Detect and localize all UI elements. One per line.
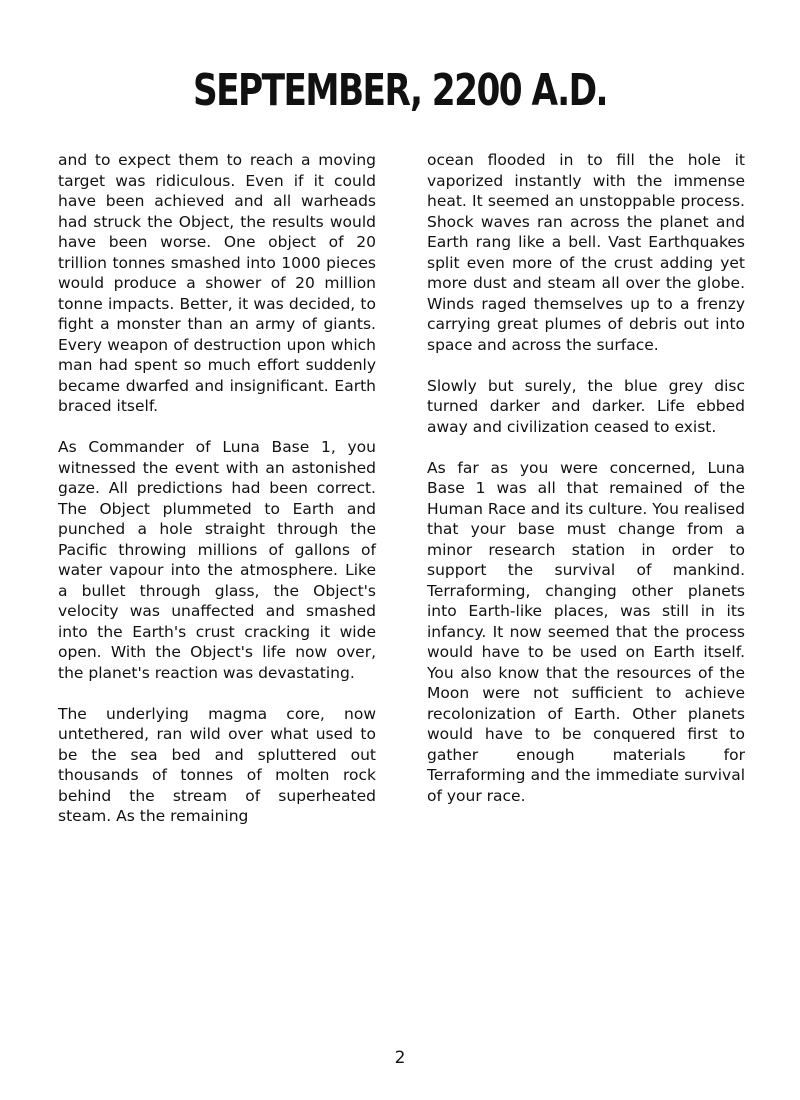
paragraph: and to expect them to reach a moving target was ridiculous. Even if it could have been achieved and all warheads had struck the Object, the results would have been worse. One object of 20 trillion tonnes smashed into 1000 pieces would produce a shower of 20 million tonne impacts. Better, it was decided, to fight a monster than an army of giants. Every weapon of destruction upon which man had spent so much effort suddenly became dwarfed and insignificant. Earth braced itself. — [58, 151, 376, 415]
left-column — [58, 150, 376, 847]
paragraph: The underlying magma core, now untethered, ran wild over what used to be the sea bed and spluttered out thousands of tonnes of molten rock behind the stream of superheated steam. As the remaining — [58, 704, 376, 825]
page-title: SEPTEMBER, 2200 A.D. — [192, 65, 608, 117]
paragraph: As Commander of Luna Base 1, you witnessed the event with an astonished gaze. All predictions had been correct. The Object plummeted to Earth and punched a hole straight through the Pacific throwing millions of gallons of water vapour into the atmosphere. Like a bullet through glass, the Object's velocity was unaffected and smashed into the Earth's crust cracking it wide open. With the Object's life now over, the planet's reaction was devastating. — [58, 438, 376, 682]
right-column — [427, 150, 745, 827]
paragraph: ocean flooded in to fill the hole it vaporized instantly with the immense heat. It seemed an unstoppable process. Shock waves ran across the planet and Earth rang like a bell. Vast Earthquakes split even more of the crust adding yet more dust and steam all over the globe. Winds raged themselves up to a frenzy carrying great plumes of debris out into space and across the surface. — [427, 151, 745, 354]
page-number: 2 — [394, 1048, 406, 1068]
paragraph: As far as you were concerned, Luna Base 1 was all that remained of the Human Race and its culture. You realised that your base must change from a minor research station in order to support the survival of mankind. Terraforming, changing other planets into Earth-like places, was still in its infancy. It now seemed that the process would have to be used on Earth itself. You also know that the resources of the Moon were not sufficient to achieve recolonization of Earth. Other planets would have to be conquered first to gather enough materials for Terraforming and the immediate survival of your race. — [427, 458, 745, 805]
paragraph: Slowly but surely, the blue grey disc turned darker and darker. Life ebbed away and civilization ceased to exist. — [427, 376, 745, 436]
